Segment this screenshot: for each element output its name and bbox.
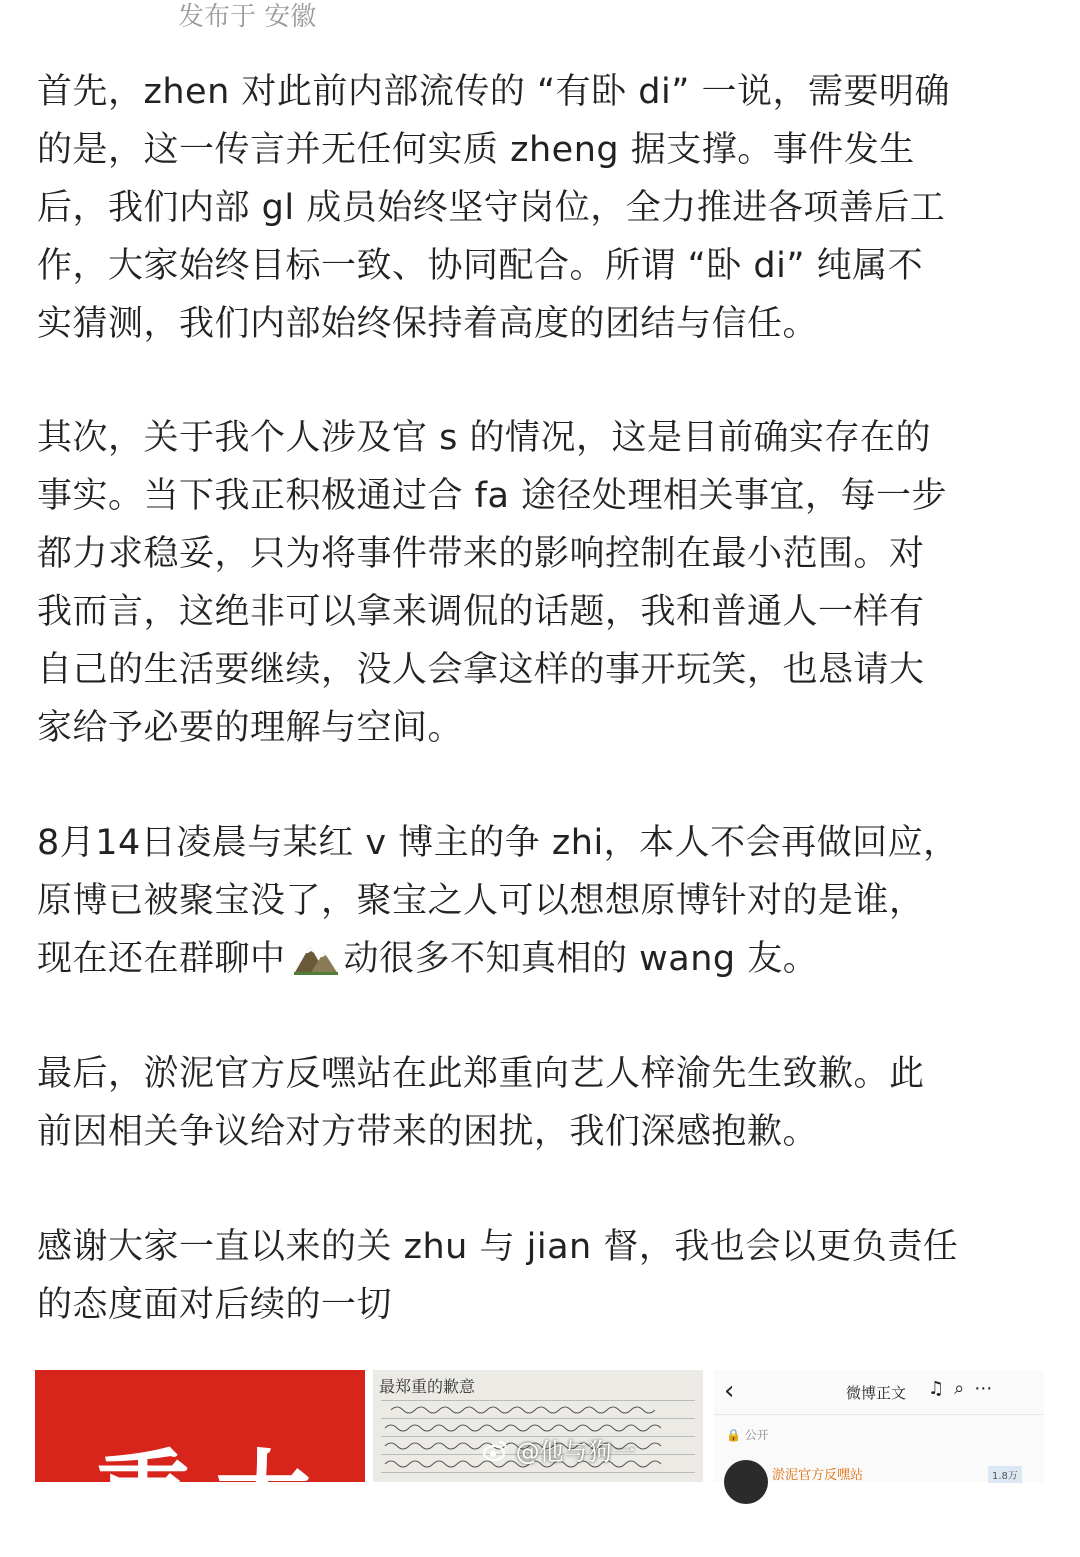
text-line: 都力求稳妥，只为将事件带来的影响控制在最小范围。对 (37, 534, 925, 574)
text-segment: 动很多不知真相的 wang 友。 (343, 939, 819, 979)
back-arrow-icon: ‹ (724, 1376, 735, 1406)
text-line: 前因相关争议给对方带来的困扰，我们深感抱歉。 (37, 1112, 819, 1152)
text-line: 家给予必要的理解与空间。 (37, 708, 464, 748)
divider (714, 1414, 1044, 1415)
more-icon: ⋯ (974, 1378, 1003, 1399)
text-segment: 现在还在群聊中 (37, 939, 286, 979)
listen-icon: ♫ (928, 1378, 955, 1399)
paragraph-3 (37, 814, 1047, 988)
username: 淤泥官方反嘿站 (772, 1468, 864, 1483)
text-line: 我而言，这绝非可以拿来调侃的话题，我和普通人一样有 (37, 592, 925, 632)
text-line: 感谢大家一直以来的关 zhu 与 jian 督，我也会以更负责任 (37, 1227, 959, 1267)
text-line: 其次，关于我个人涉及官 s 的情况，这是目前确实存在的 (37, 418, 931, 458)
image-thumbnail-red-banner[interactable] (35, 1370, 365, 1552)
text-line: 自己的生活要继续，没人会拿这样的事开玩笑，也恳请大 (37, 650, 925, 690)
text-line: 的是，这一传言并无任何实质 zheng 据支撑。事件发生 (37, 130, 915, 170)
banner-text: 重大 (95, 1439, 335, 1552)
post-location: 发布于 安徽 (178, 2, 317, 32)
paragraph-5 (37, 1218, 1047, 1334)
text-line-with-emoji (37, 930, 1047, 988)
paragraph-1 (37, 63, 1047, 353)
image-thumbnail-app-screenshot[interactable] (714, 1370, 1044, 1482)
count-badge: 1.8万 (988, 1466, 1022, 1483)
paragraph-4 (37, 1045, 1047, 1161)
watermark (482, 1432, 636, 1467)
avatar (724, 1460, 768, 1504)
app-title: 微博正文 (846, 1384, 907, 1402)
text-line: 8月14日凌晨与某红 v 博主的争 zhi，本人不会再做回应， (37, 823, 959, 863)
app-toolbar-icons (928, 1378, 1002, 1399)
visibility-label: 🔒 公开 (726, 1428, 769, 1442)
text-line: 最后，淤泥官方反嘿站在此郑重向艺人梓渝先生致歉。此 (37, 1054, 925, 1094)
text-line: 首先，zhen 对此前内部流传的 “有卧 di” 一说，需要明确 (37, 72, 950, 112)
text-line: 的态度面对后续的一切 (37, 1285, 393, 1325)
search-icon: ⌕ (954, 1378, 975, 1399)
watermark-text: @他与狗一 (515, 1438, 636, 1466)
text-line: 事实。当下我正积极通过合 fa 途径处理相关事宜，每一步 (37, 476, 948, 516)
text-line: 作，大家始终目标一致、协同配合。所谓 “卧 di” 纯属不 (37, 246, 924, 286)
paragraph-2 (37, 409, 1047, 757)
weibo-icon (482, 1438, 508, 1464)
text-line: 原博已被聚宝没了，聚宝之人可以想想原博针对的是谁， (37, 881, 925, 921)
text-line: 后，我们内部 gl 成员始终坚守岗位，全力推进各项善后工 (37, 188, 946, 228)
mountain-emoji-icon (292, 936, 340, 972)
text-line: 实猜测，我们内部始终保持着高度的团结与信任。 (37, 304, 819, 344)
note-title: 最郑重的歉意 (379, 1377, 476, 1396)
